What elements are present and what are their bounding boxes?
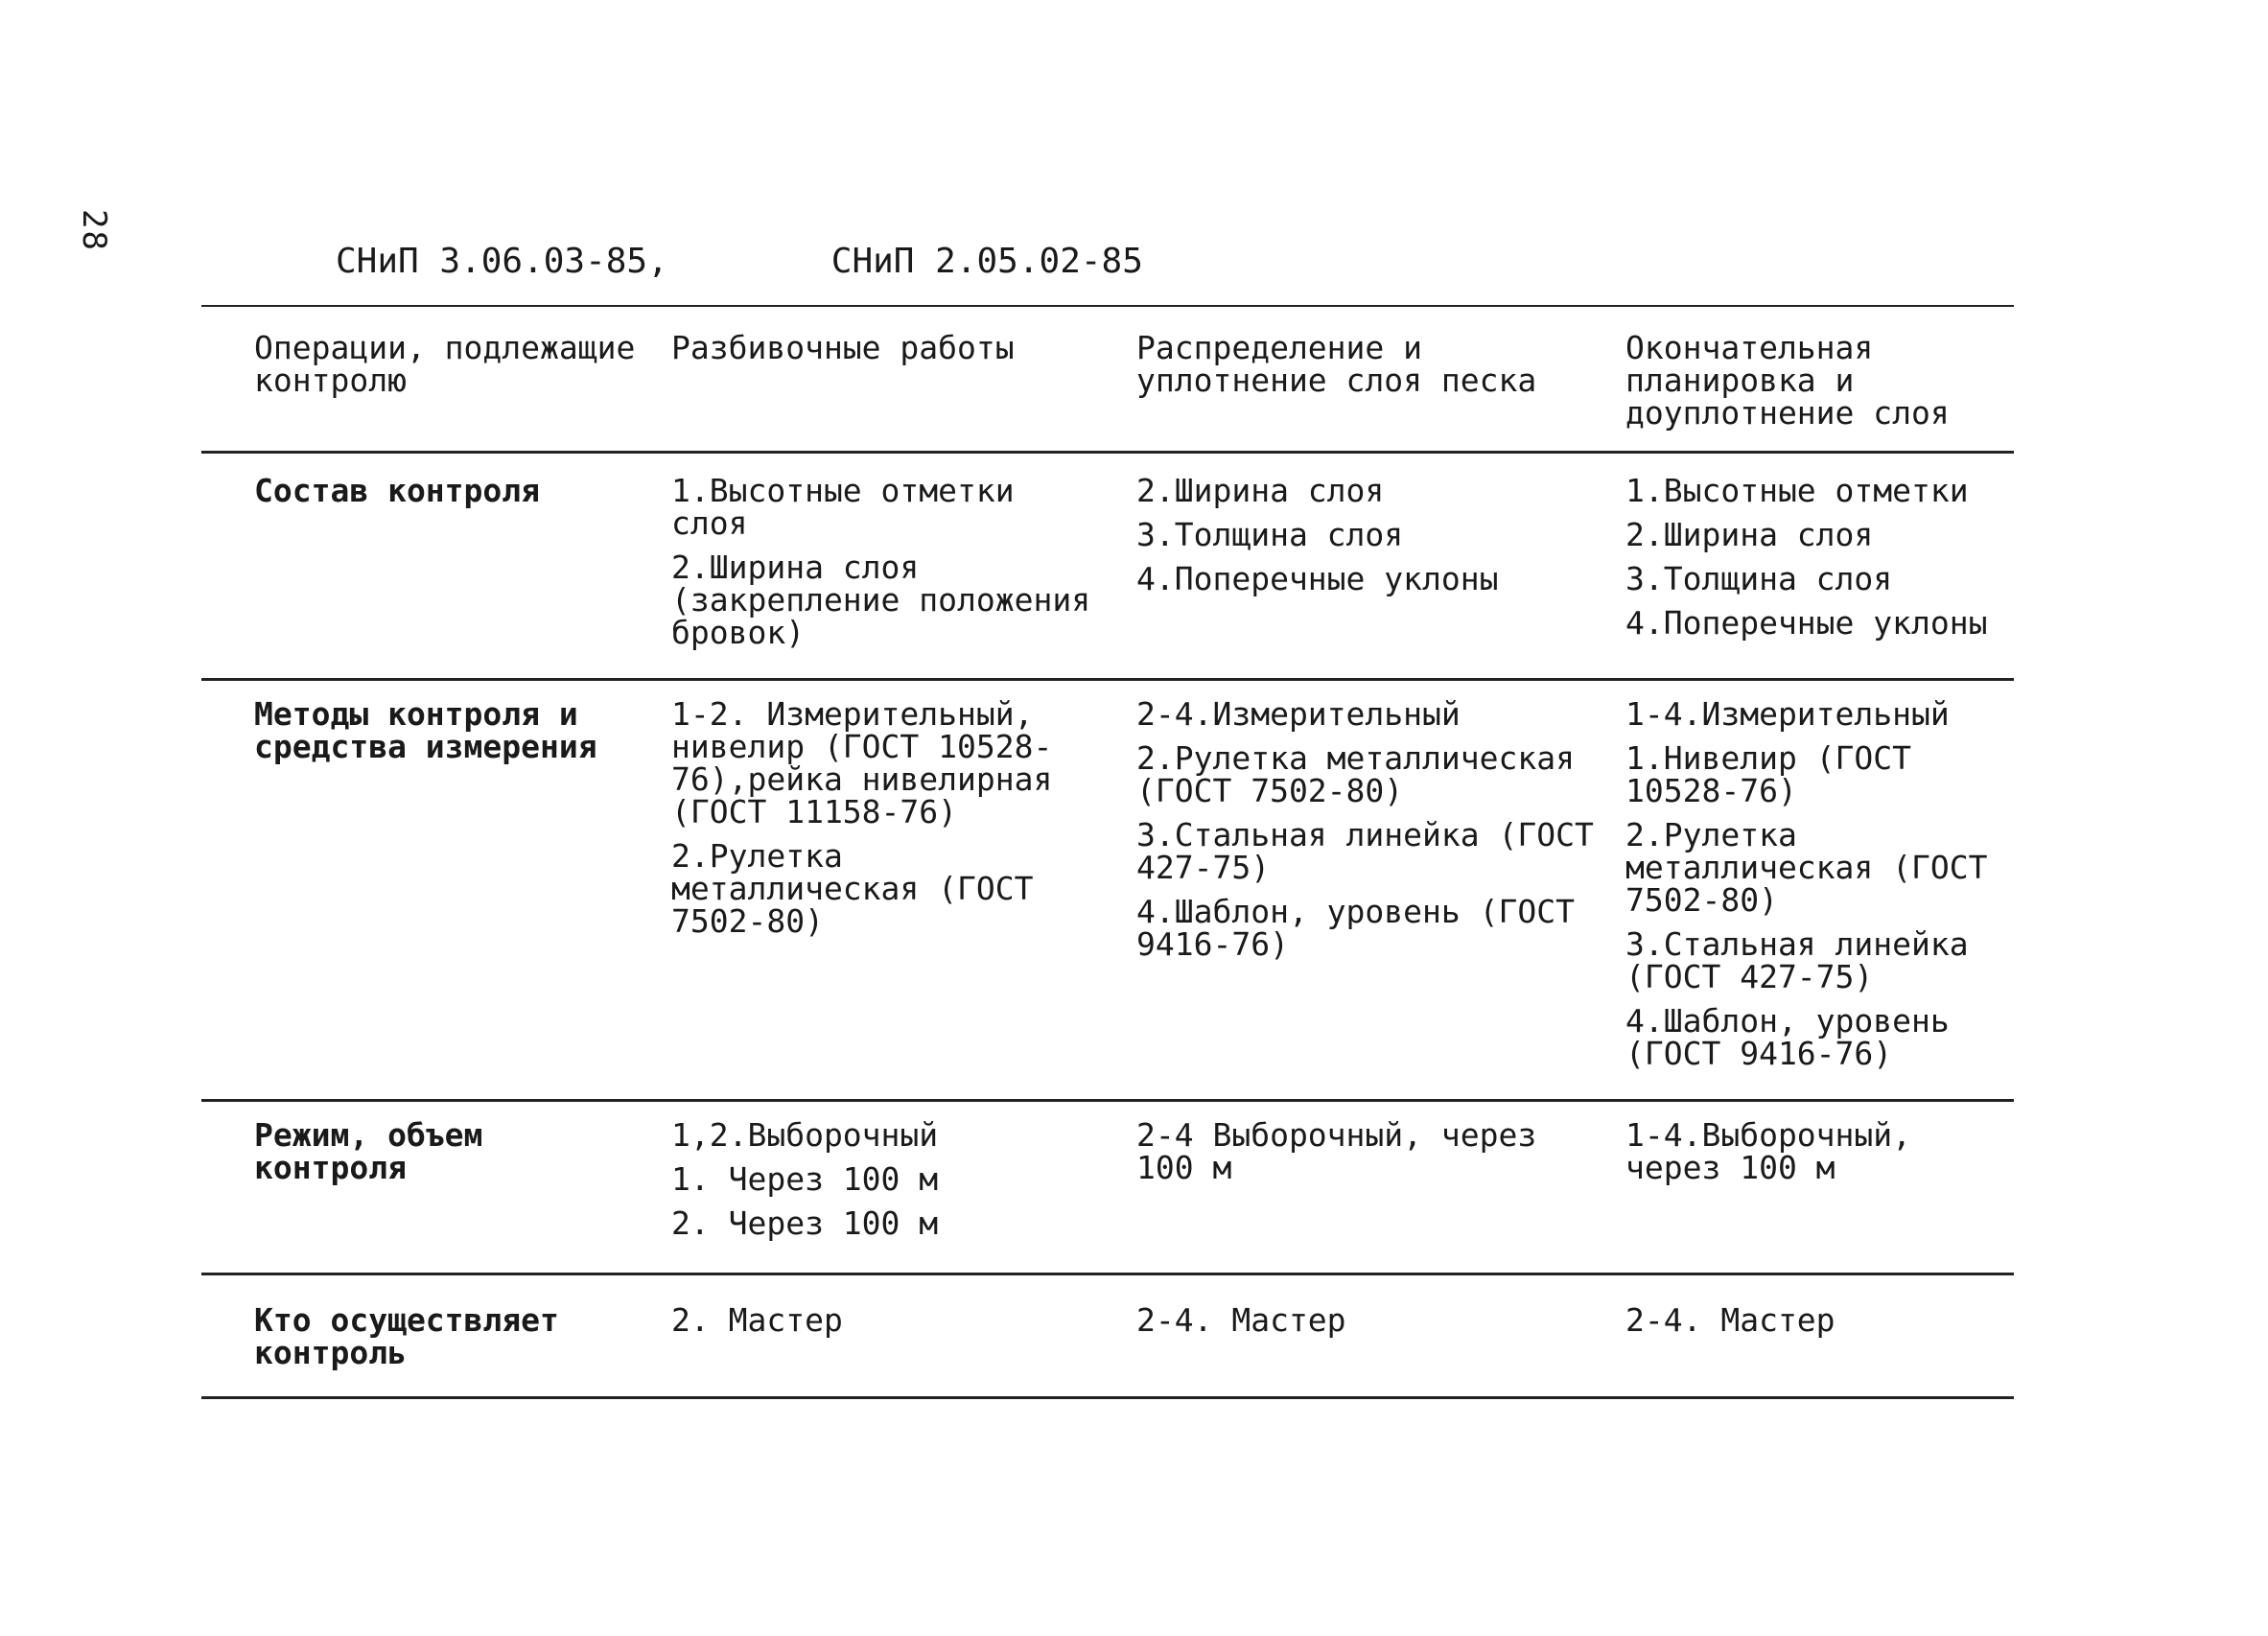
cell-item: 2.Ширина слоя [1625, 516, 1874, 553]
cell-col1 [652, 1102, 1098, 1273]
cell-item: 3.Толщина слоя [1136, 516, 1404, 553]
row-responsible [201, 1275, 2014, 1396]
cell-col3 [1597, 1275, 2014, 1396]
row-rule [201, 1396, 2014, 1399]
cell-item: 1-4.Выборочный, через 100 м [1625, 1116, 1912, 1186]
cell-item: 2-4. Мастер [1136, 1301, 1346, 1339]
column-header-final-grading: Окончательная планировка и доуплотнение слоя [1625, 329, 1950, 432]
reference-left: СНиП 3.06.03-85, [336, 242, 668, 281]
column-header-setting-out: Разбивочные работы [671, 329, 1015, 366]
row-label: Режим, объем контроля [254, 1116, 483, 1186]
cell-item: 1.Высотные отметки слоя [671, 472, 1015, 542]
row-label: Состав контроля [254, 472, 541, 509]
cell-col2 [1098, 1275, 1597, 1396]
page-number: 28 [75, 209, 113, 252]
reference-right: СНиП 2.05.02-85 [830, 242, 1143, 281]
cell-item: 1,2.Выборочный [671, 1116, 939, 1154]
row-label: Кто осуществляет контроль [254, 1301, 559, 1371]
cell-col3 [1597, 681, 2014, 1099]
cell-item: 4.Поперечные уклоны [1136, 560, 1499, 597]
column-header-operations: Операции, подлежащие контролю [254, 329, 636, 399]
cell-item: 2.Рулетка металлическая (ГОСТ 7502-80) [1625, 816, 1988, 919]
cell-item: 4.Поперечные уклоны [1625, 604, 1988, 642]
cell-item: 3.Толщина слоя [1625, 560, 1893, 597]
cell-item: 2-4. Мастер [1625, 1301, 1835, 1339]
cell-item: 4.Шаблон, уровень (ГОСТ 9416-76) [1625, 1002, 1950, 1072]
column-header-distribution: Распределение и уплотнение слоя песка [1136, 329, 1537, 399]
cell-col3 [1597, 1102, 2014, 1273]
cell-item: 1-2. Измерительный, нивелир (ГОСТ 10528-76),рейка нивелирная (ГОСТ 11158-76) [671, 695, 1053, 830]
cell-col1 [652, 454, 1098, 678]
cell-item: 1.Высотные отметки [1625, 472, 1969, 509]
row-mode-volume [201, 1102, 2014, 1273]
cell-item: 2-4 Выборочный, через 100 м [1136, 1116, 1537, 1186]
cell-item: 1. Через 100 м [671, 1160, 939, 1198]
cell-item: 3.Стальная линейка (ГОСТ 427-75) [1625, 925, 1969, 995]
cell-item: 1.Нивелир (ГОСТ 10528-76) [1625, 739, 1912, 809]
cell-item: 2-4.Измерительный [1136, 695, 1461, 733]
cell-col2 [1098, 1102, 1597, 1273]
cell-col1 [652, 1275, 1098, 1396]
cell-item: 2.Рулетка металлическая (ГОСТ 7502-80) [1136, 739, 1575, 809]
cell-col3 [1597, 454, 2014, 678]
cell-item: 2.Ширина слоя (закрепление положения бровок) [671, 549, 1091, 651]
cell-item: 2.Рулетка металлическая (ГОСТ 7502-80) [671, 837, 1034, 940]
cell-item: 1-4.Измерительный [1625, 695, 1950, 733]
table-body [201, 454, 2014, 1399]
header-references [336, 242, 1143, 281]
cell-item: 4.Шаблон, уровень (ГОСТ 9416-76) [1136, 893, 1575, 963]
cell-col2 [1098, 681, 1597, 1099]
row-methods [201, 681, 2014, 1099]
cell-col2 [1098, 454, 1597, 678]
row-composition [201, 454, 2014, 678]
table-header-row [201, 307, 2014, 451]
cell-item: 2. Мастер [671, 1301, 843, 1339]
cell-item: 2.Ширина слоя [1136, 472, 1385, 509]
control-table [201, 305, 2014, 1399]
cell-item: 3.Стальная линейка (ГОСТ 427-75) [1136, 816, 1594, 886]
cell-col1 [652, 681, 1098, 1099]
cell-item: 2. Через 100 м [671, 1204, 939, 1242]
row-label: Методы контроля и средства измерения [254, 695, 597, 765]
